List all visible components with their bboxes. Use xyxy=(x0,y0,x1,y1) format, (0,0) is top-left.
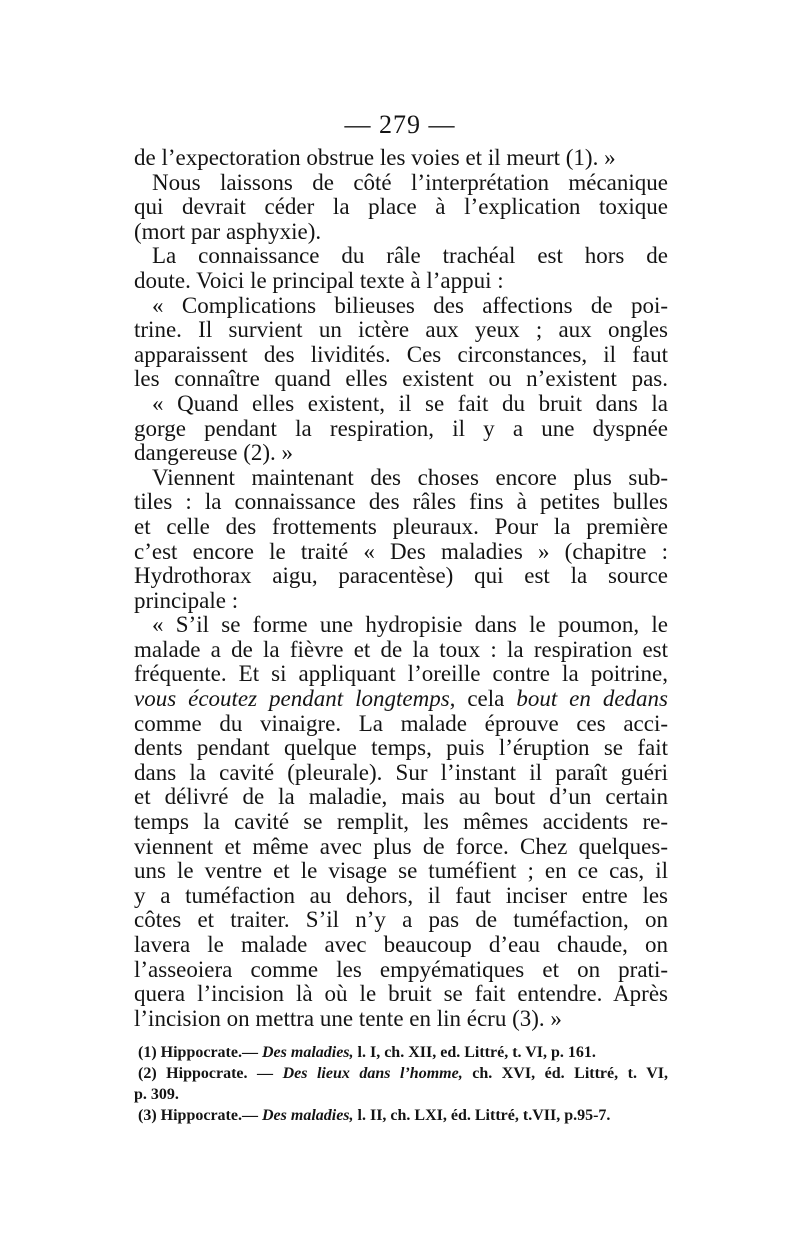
footnote-line xyxy=(134,1042,668,1063)
text-line: dangereuse (2). » xyxy=(134,440,294,466)
text-line: Hydrothorax aigu, paracentèse) qui est la source xyxy=(134,563,668,589)
footnote-text: (3) Hippocrate.— xyxy=(138,1107,262,1124)
italic-phrase: vous écoutez pendant longtemps, xyxy=(134,686,456,712)
text-line: quera l’incision là où le bruit se fait entendre. Après xyxy=(134,981,668,1007)
text-line: temps la cavité se remplit, les mêmes accidents re- xyxy=(134,809,668,835)
text-line: La connaissance du râle trachéal est hors de xyxy=(152,243,668,269)
text-line: « S’il se forme une hydropisie dans le poumon, le xyxy=(152,612,668,638)
text-line xyxy=(134,687,668,712)
text-line: malade a de la fièvre et de la toux : la respiration est xyxy=(134,636,668,662)
footnotes xyxy=(134,1042,668,1126)
text-line: de l’expectoration obstrue les voies et il meurt (1). » xyxy=(134,145,616,170)
text-run: cela xyxy=(455,686,517,712)
text-line: (mort par asphyxie). xyxy=(134,218,322,244)
text-line: doute. Voici le principal texte à l’appui : xyxy=(134,267,504,293)
page-number: — 279 — xyxy=(344,110,456,139)
italic-phrase: bout en dedans xyxy=(516,686,668,712)
text-line: Nous laissons de côté l’interprétation mécanique xyxy=(152,169,668,195)
text-line: Viennent maintenant des choses encore plus sub- xyxy=(152,464,668,490)
footnote-text: l. II, ch. LXI, éd. Littré, t.VII, p.95-7. xyxy=(353,1107,611,1124)
footnote-text: ch. XVI, éd. Littré, t. VI, xyxy=(462,1065,668,1082)
text-line: les connaître quand elles existent ou n’existent pas. xyxy=(134,366,668,392)
text-line: côtes et traiter. S’il n’y a pas de tuméfaction, on xyxy=(134,907,668,933)
footnote-text: (1) Hippocrate.— xyxy=(138,1044,262,1061)
footnote-title: Des maladies, xyxy=(261,1044,354,1061)
footnote-line xyxy=(134,1105,668,1126)
text-line: « Quand elles existent, il se fait du bruit dans la xyxy=(152,390,668,416)
text-line: et délivré de la maladie, mais au bout d’un certain xyxy=(134,784,668,810)
text-line: gorge pendant la respiration, il y a une dyspnée xyxy=(134,415,668,441)
text-line: lavera le malade avec beaucoup d’eau chaude, on xyxy=(134,932,668,957)
text-line: trine. Il survient un ictère aux yeux ; aux ongles xyxy=(134,317,668,343)
text-line: apparaissent des lividités. Ces circonstances, il faut xyxy=(134,341,668,367)
footnote-line xyxy=(134,1063,668,1084)
text-line: c’est encore le traité « Des maladies » (chapitre : xyxy=(134,538,668,564)
text-line: principale : xyxy=(134,587,239,613)
text-line: dents pendant quelque temps, puis l’éruption se fait xyxy=(134,735,668,761)
footnote-line xyxy=(134,1084,668,1105)
body-text xyxy=(134,146,668,1031)
footnote-text: (2) Hippocrate. — xyxy=(138,1065,283,1082)
text-line: « Complications bilieuses des affections de poi- xyxy=(152,292,668,318)
text-line: tiles : la connaissance des râles fins à petites bulles xyxy=(134,489,668,515)
text-line: y a tuméfaction au dehors, il faut inciser entre les xyxy=(134,882,668,908)
text-line: qui devrait céder la place à l’explication toxique xyxy=(134,194,668,220)
footnote-title: Des lieux dans l’homme, xyxy=(282,1065,463,1082)
footnote-title: Des maladies, xyxy=(261,1107,354,1124)
text-line: fréquente. Et si appliquant l’oreille contre la poitrine, xyxy=(134,661,668,687)
text-line: comme du vinaigre. La malade éprouve ces acci- xyxy=(134,710,668,736)
footnote-text: p. 309. xyxy=(134,1086,179,1103)
text-line: uns le ventre et le visage se tuméfient ; en ce cas, il xyxy=(134,858,668,884)
text-line: l’asseoiera comme les empyématiques et on prati- xyxy=(134,956,668,982)
text-line: et celle des frottements pleuraux. Pour la première xyxy=(134,513,668,539)
text-line: l’incision on mettra une tente en lin écru (3). » xyxy=(134,1005,562,1031)
text-line: viennent et même avec plus de force. Chez quelques- xyxy=(134,833,668,859)
text-line: dans la cavité (pleurale). Sur l’instant il paraît guéri xyxy=(134,759,668,785)
footnote-text: l. I, ch. XII, ed. Littré, t. VI, p. 161. xyxy=(353,1044,596,1061)
